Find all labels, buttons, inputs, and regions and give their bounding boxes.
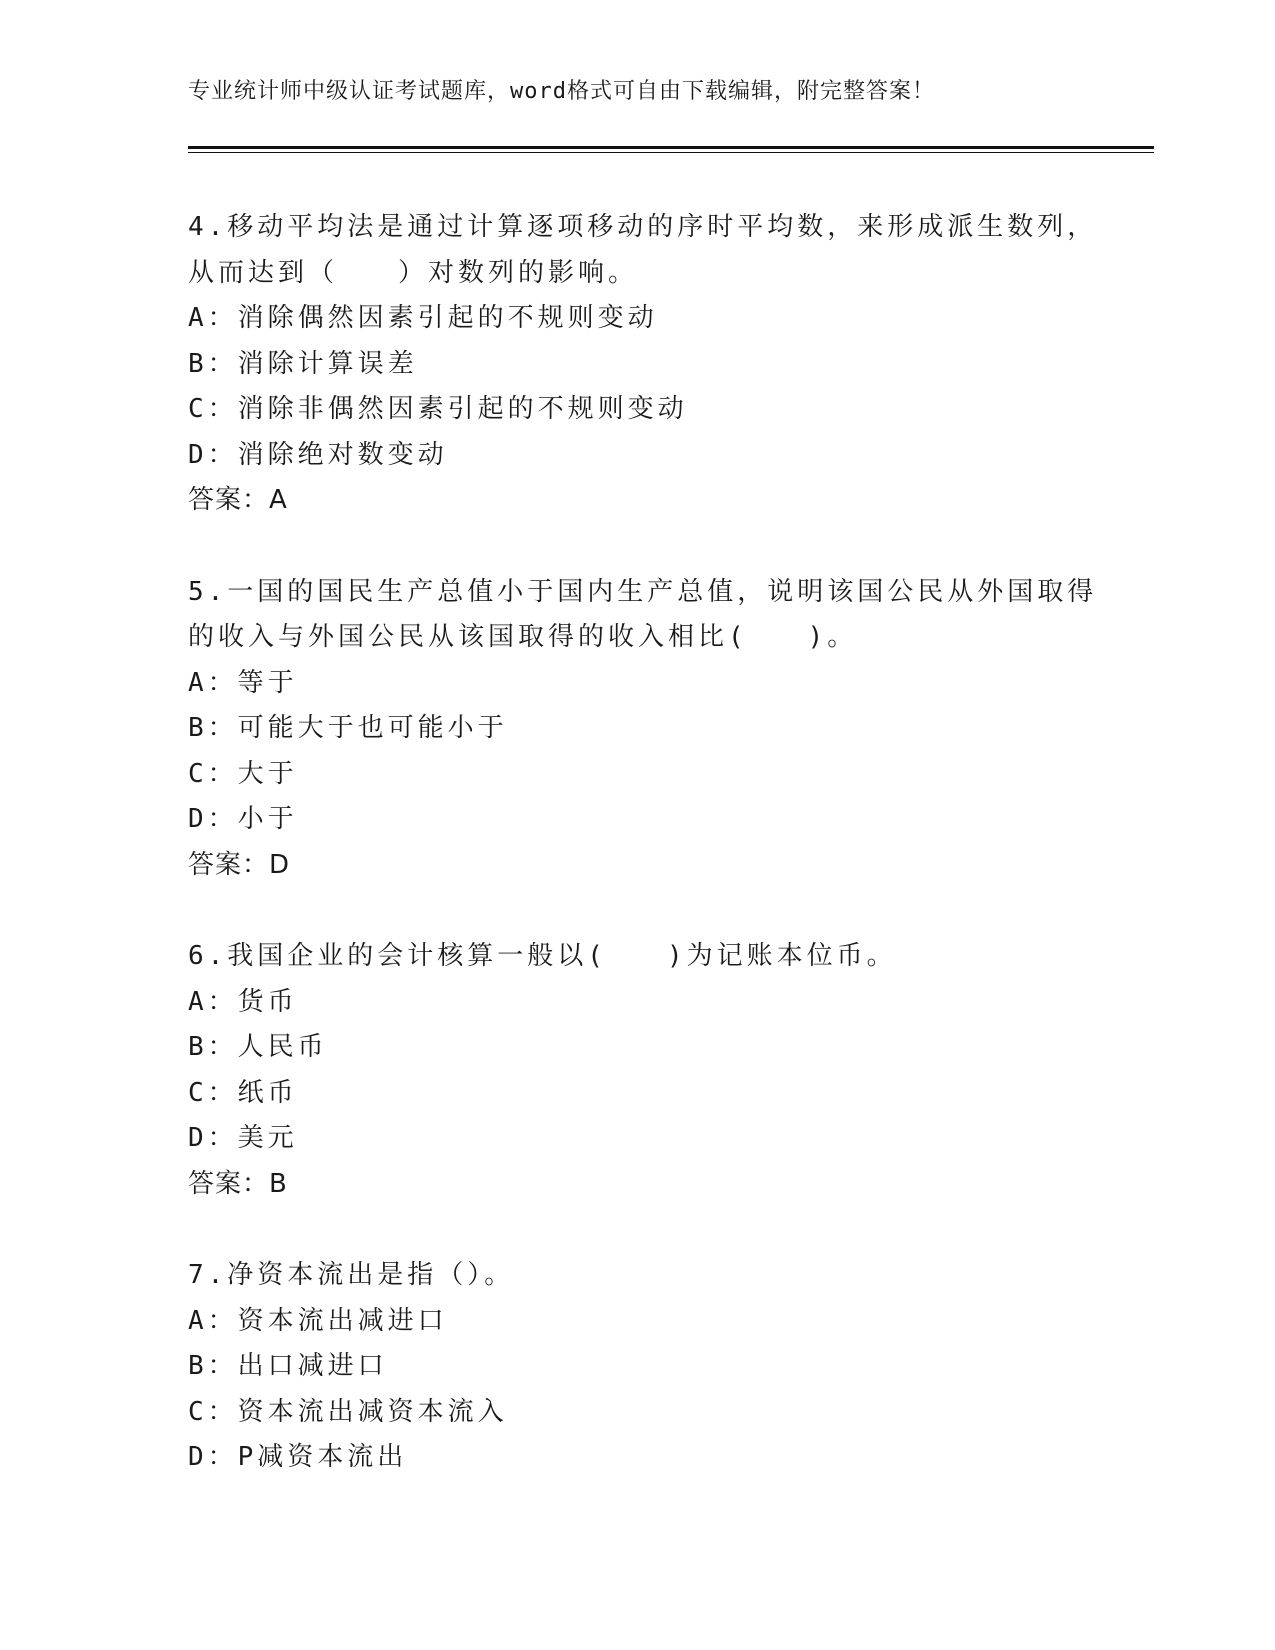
answer-line: 答案：B xyxy=(188,1168,288,1199)
option-a: A：资本流出减进口 xyxy=(188,1305,448,1336)
question-stem: 7.净资本流出是指（）。 xyxy=(188,1260,515,1290)
question-5 xyxy=(188,570,1154,889)
question-4 xyxy=(188,205,1154,524)
question-6 xyxy=(188,934,1154,1207)
option-d: D：P减资本流出 xyxy=(188,1442,408,1472)
header-rule-thick xyxy=(188,146,1154,149)
answer-line: 答案：A xyxy=(188,485,288,515)
header-rule-thin xyxy=(188,152,1154,153)
option-b: B：人民币 xyxy=(188,1032,328,1062)
question-stem: 的收入与外国公民从该国取得的收入相比( )。 xyxy=(188,622,858,652)
option-b: B：出口减进口 xyxy=(188,1351,388,1381)
question-stem: 从而达到（ ）对数列的影响。 xyxy=(188,257,639,288)
option-c: C：资本流出减资本流入 xyxy=(188,1396,508,1427)
question-list xyxy=(188,205,1154,1527)
page-header: 专业统计师中级认证考试题库，word格式可自由下载编辑，附完整答案！ xyxy=(188,79,935,104)
option-c: C：纸币 xyxy=(188,1077,298,1108)
question-stem: 6.我国企业的会计核算一般以( )为记账本位币。 xyxy=(188,941,897,971)
option-b: B：可能大于也可能小于 xyxy=(188,713,508,743)
option-a: A：等于 xyxy=(188,667,298,698)
option-c: C：大于 xyxy=(188,758,298,789)
option-d: D：小于 xyxy=(188,804,298,834)
option-d: D：美元 xyxy=(188,1123,298,1153)
option-a: A：货币 xyxy=(188,986,298,1017)
option-b: B：消除计算误差 xyxy=(188,348,418,379)
answer-line: 答案：D xyxy=(188,849,291,880)
question-stem: 5.一国的国民生产总值小于国内生产总值，说明该国公民从外国取得 xyxy=(188,576,1098,607)
question-stem: 4.移动平均法是通过计算逐项移动的序时平均数，来形成派生数列， xyxy=(188,212,1098,242)
option-c: C：消除非偶然因素引起的不规则变动 xyxy=(188,394,688,424)
question-7 xyxy=(188,1253,1154,1481)
option-d: D：消除绝对数变动 xyxy=(188,439,448,470)
option-a: A：消除偶然因素引起的不规则变动 xyxy=(188,303,658,333)
